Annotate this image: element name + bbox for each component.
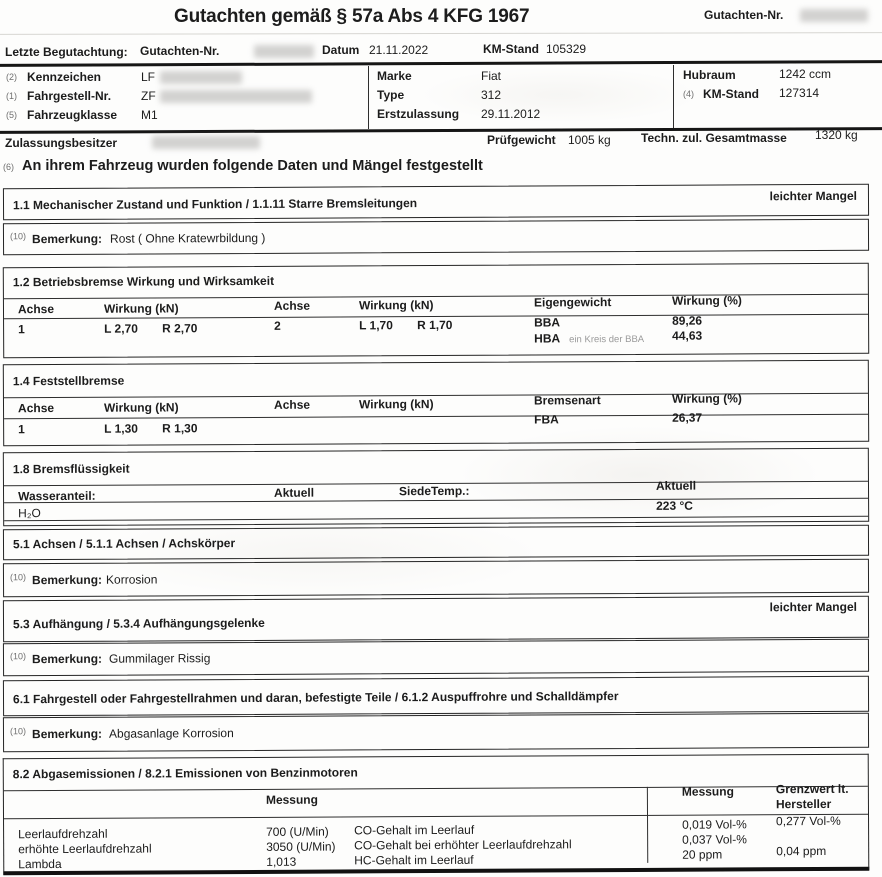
fba-pct: 26,37: [672, 410, 703, 425]
vehicle-box-divider-2: [673, 65, 674, 128]
emission-row-messung: 0,019 Vol-%: [682, 817, 747, 832]
fahrgestell-value: ZF: [141, 89, 156, 103]
kmstand2-num: (4): [683, 89, 694, 99]
note-value: Gummilager Rissig: [108, 651, 211, 666]
kennzeichen-num: (2): [6, 72, 17, 82]
hba-note: ein Kreis der BBA: [569, 333, 645, 346]
emission-row-value: 1,013: [266, 854, 297, 869]
col-achse-2: Achse: [273, 397, 311, 412]
section-8-2-title: 8.2 Abgasemissionen / 8.2.1 Emissionen von Benzinmotoren: [12, 765, 358, 782]
emission-row-gas: HC-Gehalt im Leerlauf: [354, 852, 474, 868]
zulassungsbesitzer-label: Zulassungsbesitzer: [5, 136, 118, 150]
section-1-4: [3, 360, 869, 447]
wasseranteil-substance: H₂O: [18, 506, 41, 521]
col-wirkung-2: Wirkung (kN): [358, 397, 434, 412]
achse1-value: 1: [18, 322, 25, 337]
section-1-1-severity: leichter Mangel: [769, 188, 858, 204]
note-num: (10): [9, 726, 27, 737]
section-6-1-title: 6.1 Fahrgestell oder Fahrgestellrahmen und daran, befestigte Teile / 6.1.2 Auspuffrohre und Schalldämpfer: [12, 689, 619, 707]
section-1-4-title: 1.4 Feststellbremse: [12, 373, 125, 389]
emission-row-value: 700 (U/Min): [266, 824, 329, 839]
note-value: Abgasanlage Korrosion: [108, 726, 234, 741]
redacted-gutachten-nr: [800, 9, 868, 22]
findings-heading: An ihrem Fahrzeug wurden folgende Daten und Mängel festgestellt: [22, 158, 483, 174]
table-line: [4, 516, 868, 522]
col-messung-right: Messung: [681, 784, 734, 799]
note-num: (10): [9, 572, 27, 583]
emission-row-gas: CO-Gehalt im Leerlauf: [354, 822, 475, 838]
section-1-2: [3, 263, 869, 359]
section-6-1: [3, 676, 869, 717]
emission-row-messung: 20 ppm: [682, 847, 723, 862]
siedetemp-label: SiedeTemp.:: [398, 483, 470, 499]
gutachten-nr-label: Gutachten-Nr.: [704, 8, 784, 22]
section-1-8: [3, 448, 869, 527]
section-5-1-title: 5.1 Achsen / 5.1.1 Achsen / Achskörper: [12, 536, 236, 552]
fahrzeugklasse-label: Fahrzeugklasse: [27, 108, 118, 122]
col-wirkung-1: Wirkung (kN): [103, 301, 179, 316]
emission-row-param: erhöhte Leerlaufdrehzahl: [18, 841, 152, 857]
wirkung2-r: R 1,70: [417, 317, 453, 333]
marke-label: Marke: [377, 69, 412, 83]
findings-num: (6): [3, 162, 14, 172]
emission-row-param: Leerlaufdrehzahl: [18, 826, 108, 842]
achse2-value: 2: [274, 318, 281, 333]
hba-pct: 44,63: [672, 328, 703, 343]
note-label: Bemerkung:: [31, 572, 103, 588]
col-wirkung-2: Wirkung (kN): [358, 298, 434, 313]
section-5-1: [3, 525, 869, 561]
bba-pct: 89,26: [672, 313, 703, 328]
erstzulassung-value: 29.11.2012: [481, 107, 541, 121]
col-messung-left: Messung: [265, 792, 318, 807]
gesamtmasse-value: 1320 kg: [815, 128, 858, 142]
note-label: Bemerkung:: [31, 726, 103, 742]
note-num: (10): [9, 231, 27, 242]
emission-row-param: Lambda: [18, 856, 62, 872]
redacted-fahrgestell-nr: [160, 90, 312, 103]
col-achse-1: Achse: [17, 401, 55, 416]
aktuell-label-2: Aktuell: [655, 478, 697, 493]
vehicle-box-divider-1: [368, 66, 369, 129]
last-gutachten-nr-label: Gutachten-Nr.: [140, 44, 220, 58]
fahrgestell-num: (1): [6, 91, 17, 101]
pruefgewicht-value: 1005 kg: [568, 133, 611, 147]
hubraum-label: Hubraum: [683, 68, 736, 82]
section-1-1-note: [3, 219, 869, 256]
type-label: Type: [377, 88, 405, 102]
erstzulassung-label: Erstzulassung: [377, 107, 460, 121]
note-num: (10): [9, 651, 27, 662]
datum-value: 21.11.2022: [369, 43, 429, 57]
redacted-last-gutachten-nr: [254, 45, 314, 58]
hba-label: HBA: [534, 331, 561, 346]
kennzeichen-label: Kennzeichen: [27, 70, 102, 84]
hubraum-value: 1242 ccm: [779, 67, 832, 81]
emission-row-messung: 0,037 Vol-%: [682, 832, 747, 847]
datum-label: Datum: [322, 43, 360, 57]
emission-row-grenzwert: 0,277 Vol-%: [776, 813, 841, 829]
section-5-3-title: 5.3 Aufhängung / 5.3.4 Aufhängungsgelenke: [12, 615, 265, 632]
km-stand-label: KM-Stand: [483, 42, 539, 56]
vehicle-box-top-line: [0, 60, 882, 67]
col-grenzwert-line2: Hersteller: [775, 796, 832, 812]
pruefgewicht-label: Prüfgewicht: [487, 133, 556, 147]
gesamtmasse-label: Techn. zul. Gesamtmasse: [641, 131, 787, 145]
emission-row-gas: CO-Gehalt bei erhöhter Leerlaufdrehzahl: [354, 837, 572, 853]
wirkung1-l: L 1,30: [104, 421, 138, 436]
note-value: Korrosion: [105, 572, 158, 587]
marke-value: Fiat: [481, 69, 502, 83]
note-label: Bemerkung:: [31, 651, 103, 667]
section-8-2: [3, 754, 870, 876]
fahrgestell-label: Fahrgestell-Nr.: [27, 89, 112, 103]
table-line: [4, 786, 868, 792]
section-5-3-note: [3, 639, 869, 677]
redacted-kennzeichen: [160, 71, 242, 84]
wirkung1-l: L 2,70: [104, 321, 138, 336]
note-value: Rost ( Ohne Kratewrbildung ): [109, 230, 266, 246]
section-5-1-note: [3, 559, 869, 598]
section-5-3: [3, 596, 869, 643]
section-1-1: [3, 184, 869, 221]
kmstand2-value: 127314: [779, 86, 820, 100]
kmstand2-label: KM-Stand: [703, 87, 759, 101]
col-wirkung-pct: Wirkung (%): [671, 391, 742, 406]
kennzeichen-value: LF: [141, 70, 156, 84]
section-1-8-title: 1.8 Bremsflüssigkeit: [12, 461, 130, 477]
table-column-divider: [647, 787, 648, 863]
km-stand-value: 105329: [546, 42, 587, 56]
col-wirkung-1: Wirkung (kN): [103, 400, 179, 415]
wasseranteil-label: Wasseranteil:: [18, 488, 96, 504]
bba-label: BBA: [534, 315, 561, 330]
siedetemp-value: 223 °C: [656, 498, 693, 513]
divider-line: [0, 32, 882, 35]
emission-row-grenzwert: 0,04 ppm: [776, 843, 827, 859]
col-achse-1: Achse: [17, 302, 55, 317]
wirkung1-r: R 2,70: [162, 321, 198, 336]
fahrzeugklasse-num: (5): [6, 110, 17, 120]
col-eigengewicht: Eigengewicht: [533, 295, 612, 310]
section-5-3-severity: leichter Mangel: [769, 599, 857, 615]
achse1-value: 1: [18, 422, 25, 437]
fba-label: FBA: [534, 412, 559, 427]
col-grenzwert-line1: Grenzwert lt.: [775, 781, 849, 797]
aktuell-label-1: Aktuell: [273, 485, 315, 500]
note-label: Bemerkung:: [31, 231, 103, 247]
section-6-1-note: [3, 713, 869, 753]
emission-row-value: 3050 (U/Min): [266, 839, 336, 854]
col-achse-2: Achse: [273, 298, 311, 313]
wirkung1-r: R 1,30: [162, 421, 198, 436]
section-1-1-title: 1.1 Mechanischer Zustand und Funktion / 1.1.11 Starre Bremsleitungen: [12, 196, 418, 213]
section-1-2-title: 1.2 Betriebsbremse Wirkung und Wirksamkeit: [12, 273, 275, 290]
type-value: 312: [481, 88, 502, 102]
fahrzeugklasse-value: M1: [141, 108, 158, 122]
last-inspection-label: Letzte Begutachtung:: [5, 45, 128, 59]
page-title: Gutachten gemäß § 57a Abs 4 KFG 1967: [174, 6, 530, 27]
col-bremsenart: Bremsenart: [533, 393, 601, 408]
redacted-zulassungsbesitzer: [152, 136, 260, 149]
col-wirkung-pct: Wirkung (%): [671, 293, 742, 308]
wirkung2-l: L 1,70: [359, 318, 393, 333]
